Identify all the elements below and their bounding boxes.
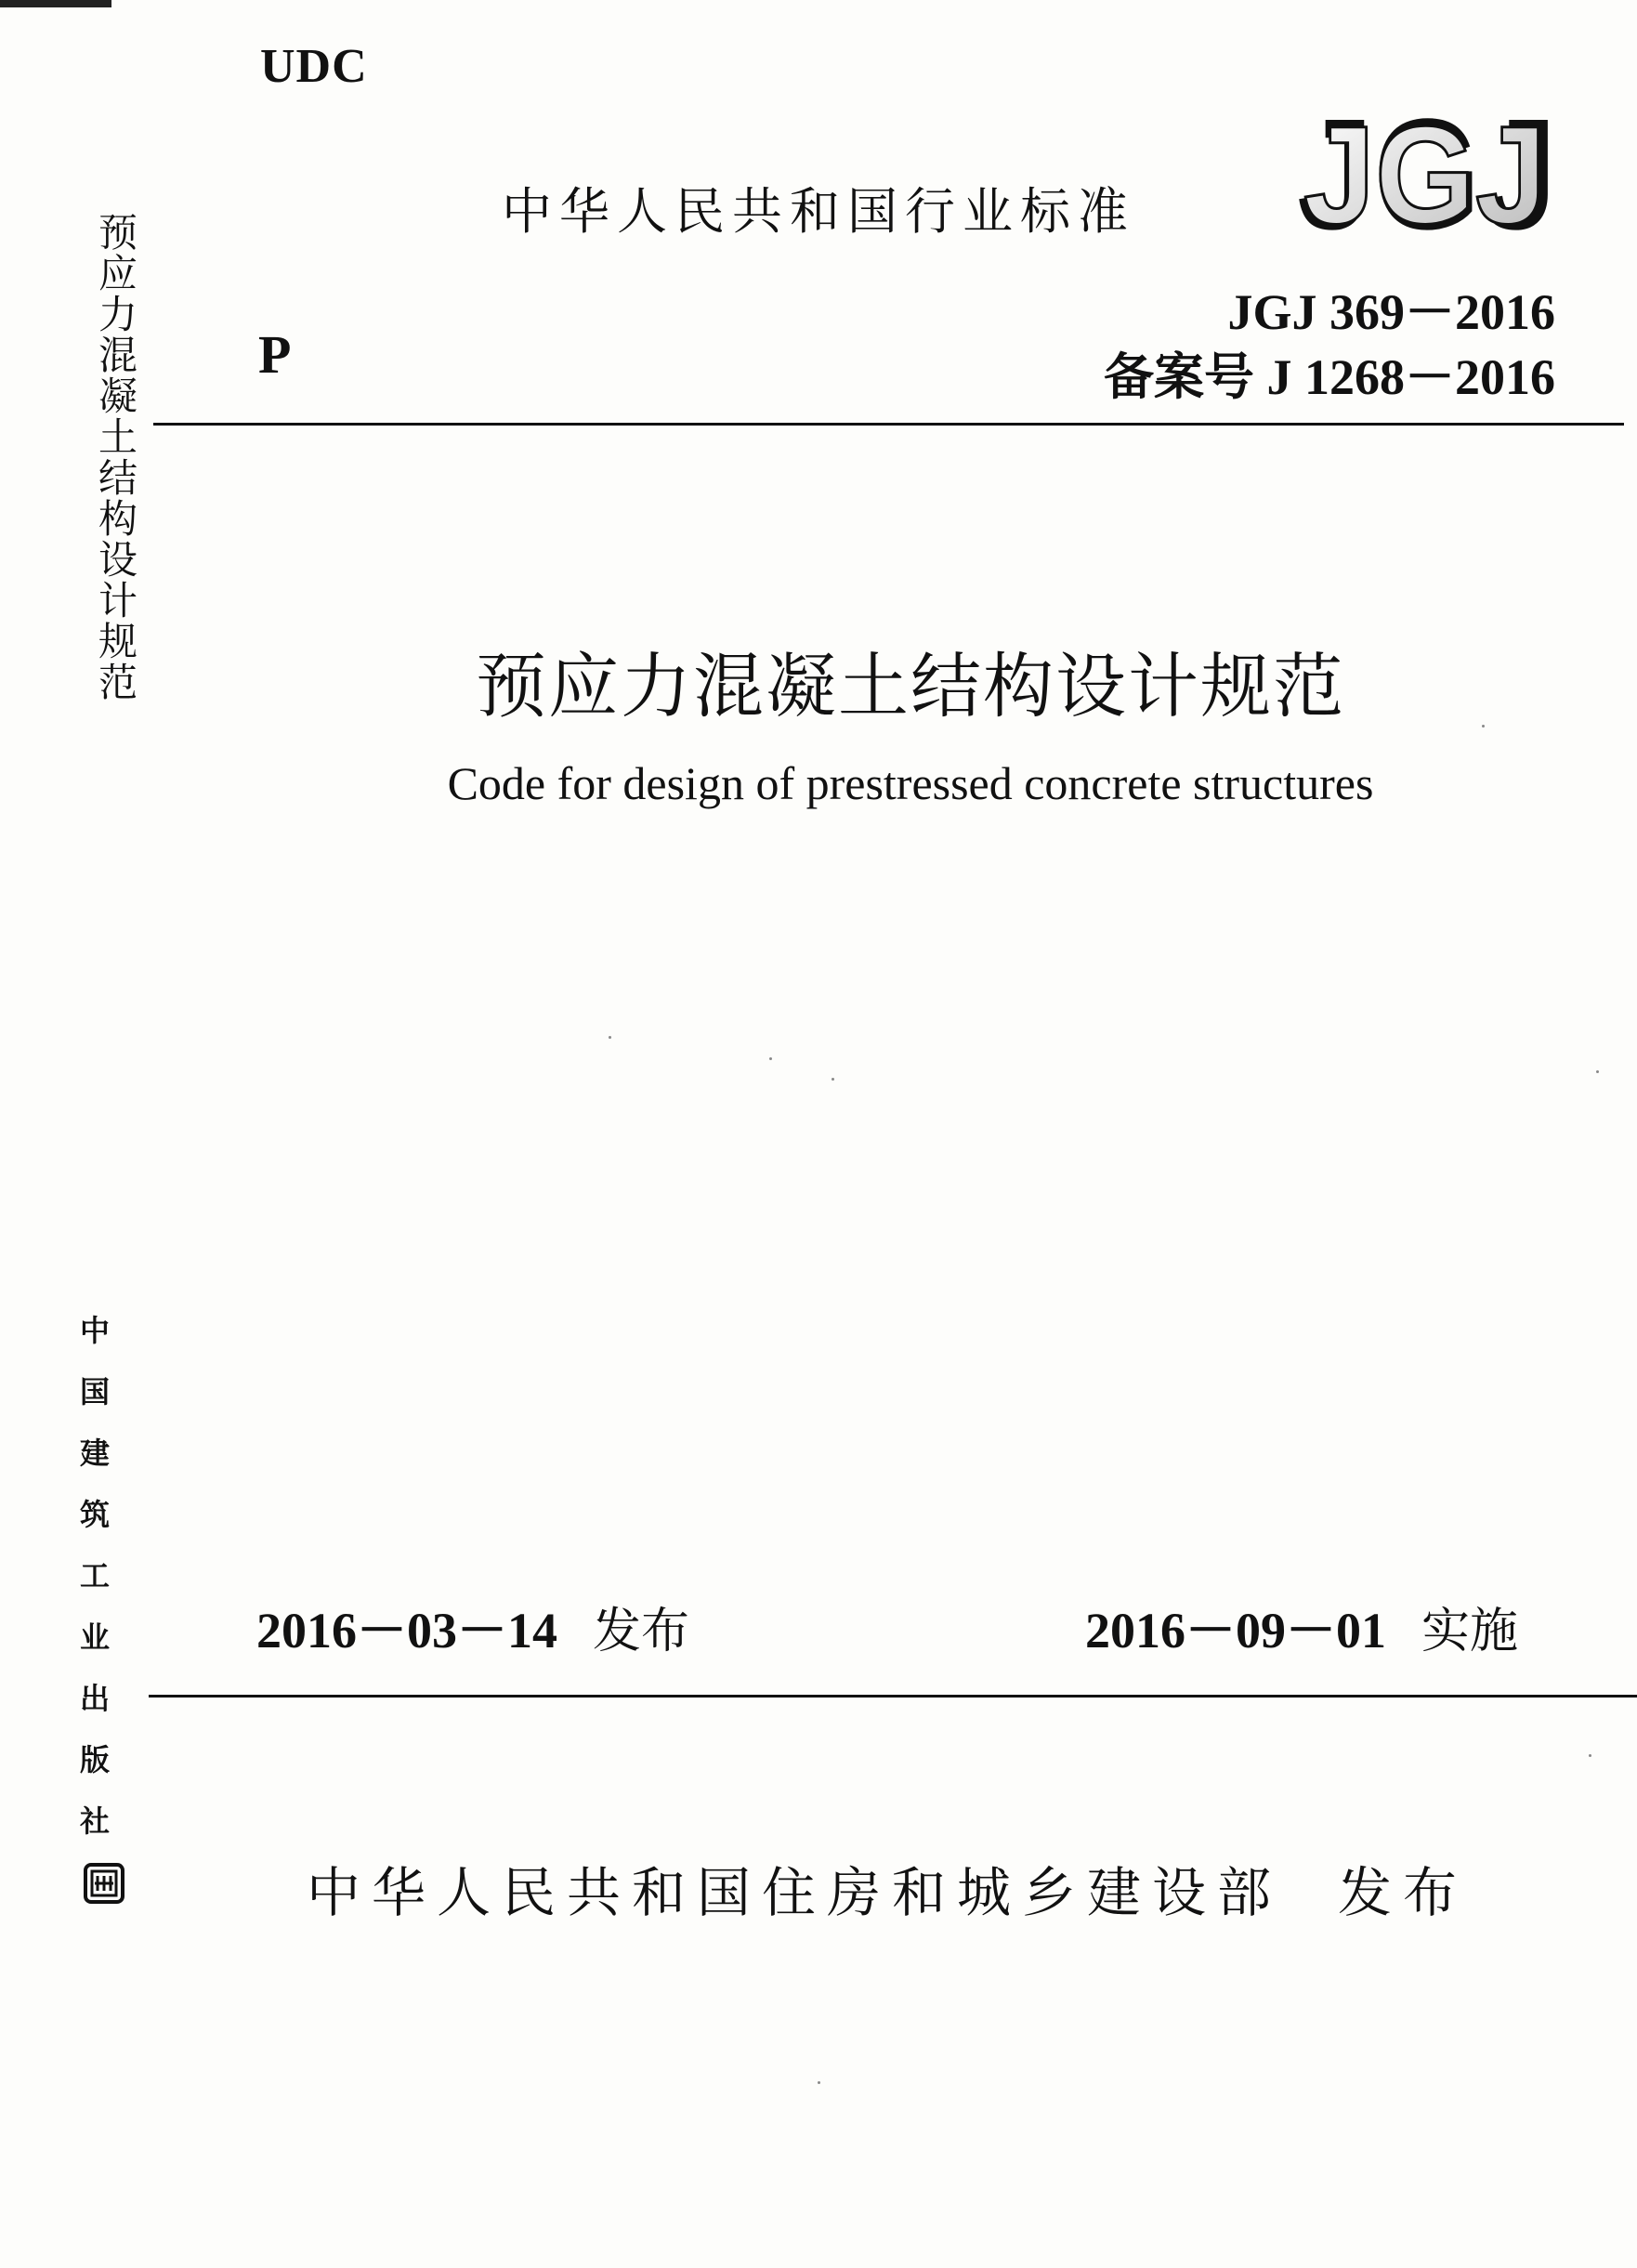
document-title-english: Code for design of prestressed concrete structures	[447, 757, 1374, 809]
implementation-date-block	[1085, 1591, 1518, 1662]
record-number: 备案号 J 1268－2016	[1104, 349, 1555, 405]
standard-number: JGJ 369－2016	[1227, 284, 1555, 340]
scan-speck	[832, 1078, 834, 1081]
scan-speck	[769, 1057, 772, 1060]
industry-standard-heading: 中华人民共和国行业标准	[502, 182, 1135, 241]
scan-speck	[818, 2081, 820, 2084]
issuer-name: 中华人民共和国住房和城乡建设部	[307, 1861, 1283, 1924]
issuing-authority	[307, 1849, 1468, 1927]
svg-text:JGJ: JGJ	[1297, 100, 1557, 240]
issue-date: 2016－03－14	[256, 1603, 557, 1658]
scan-speck	[1589, 1754, 1591, 1757]
scan-speck	[1482, 725, 1485, 728]
scan-speck	[1596, 1070, 1599, 1073]
scan-edge-mark	[0, 0, 111, 7]
issue-date-block	[256, 1591, 689, 1662]
header-divider	[153, 423, 1624, 426]
issuer-action: 发布	[1338, 1861, 1469, 1924]
document-title-chinese: 预应力混凝土结构设计规范	[476, 645, 1345, 728]
publisher-emblem-icon	[84, 1863, 124, 1904]
udc-label: UDC	[260, 40, 368, 93]
spine-title: 预应力混凝土结构设计规范	[93, 212, 138, 702]
spine-publisher: 中国建筑工业出版社	[75, 1315, 111, 1867]
scan-speck	[609, 1036, 611, 1039]
implementation-label: 实施	[1421, 1604, 1519, 1659]
implementation-date: 2016－09－01	[1085, 1603, 1386, 1658]
footer-divider	[149, 1695, 1637, 1698]
svg-text:JGJ: JGJ	[1303, 100, 1547, 240]
jgj-logo	[1291, 100, 1563, 240]
issue-label: 发布	[593, 1604, 690, 1659]
classification-code: P	[258, 324, 292, 385]
